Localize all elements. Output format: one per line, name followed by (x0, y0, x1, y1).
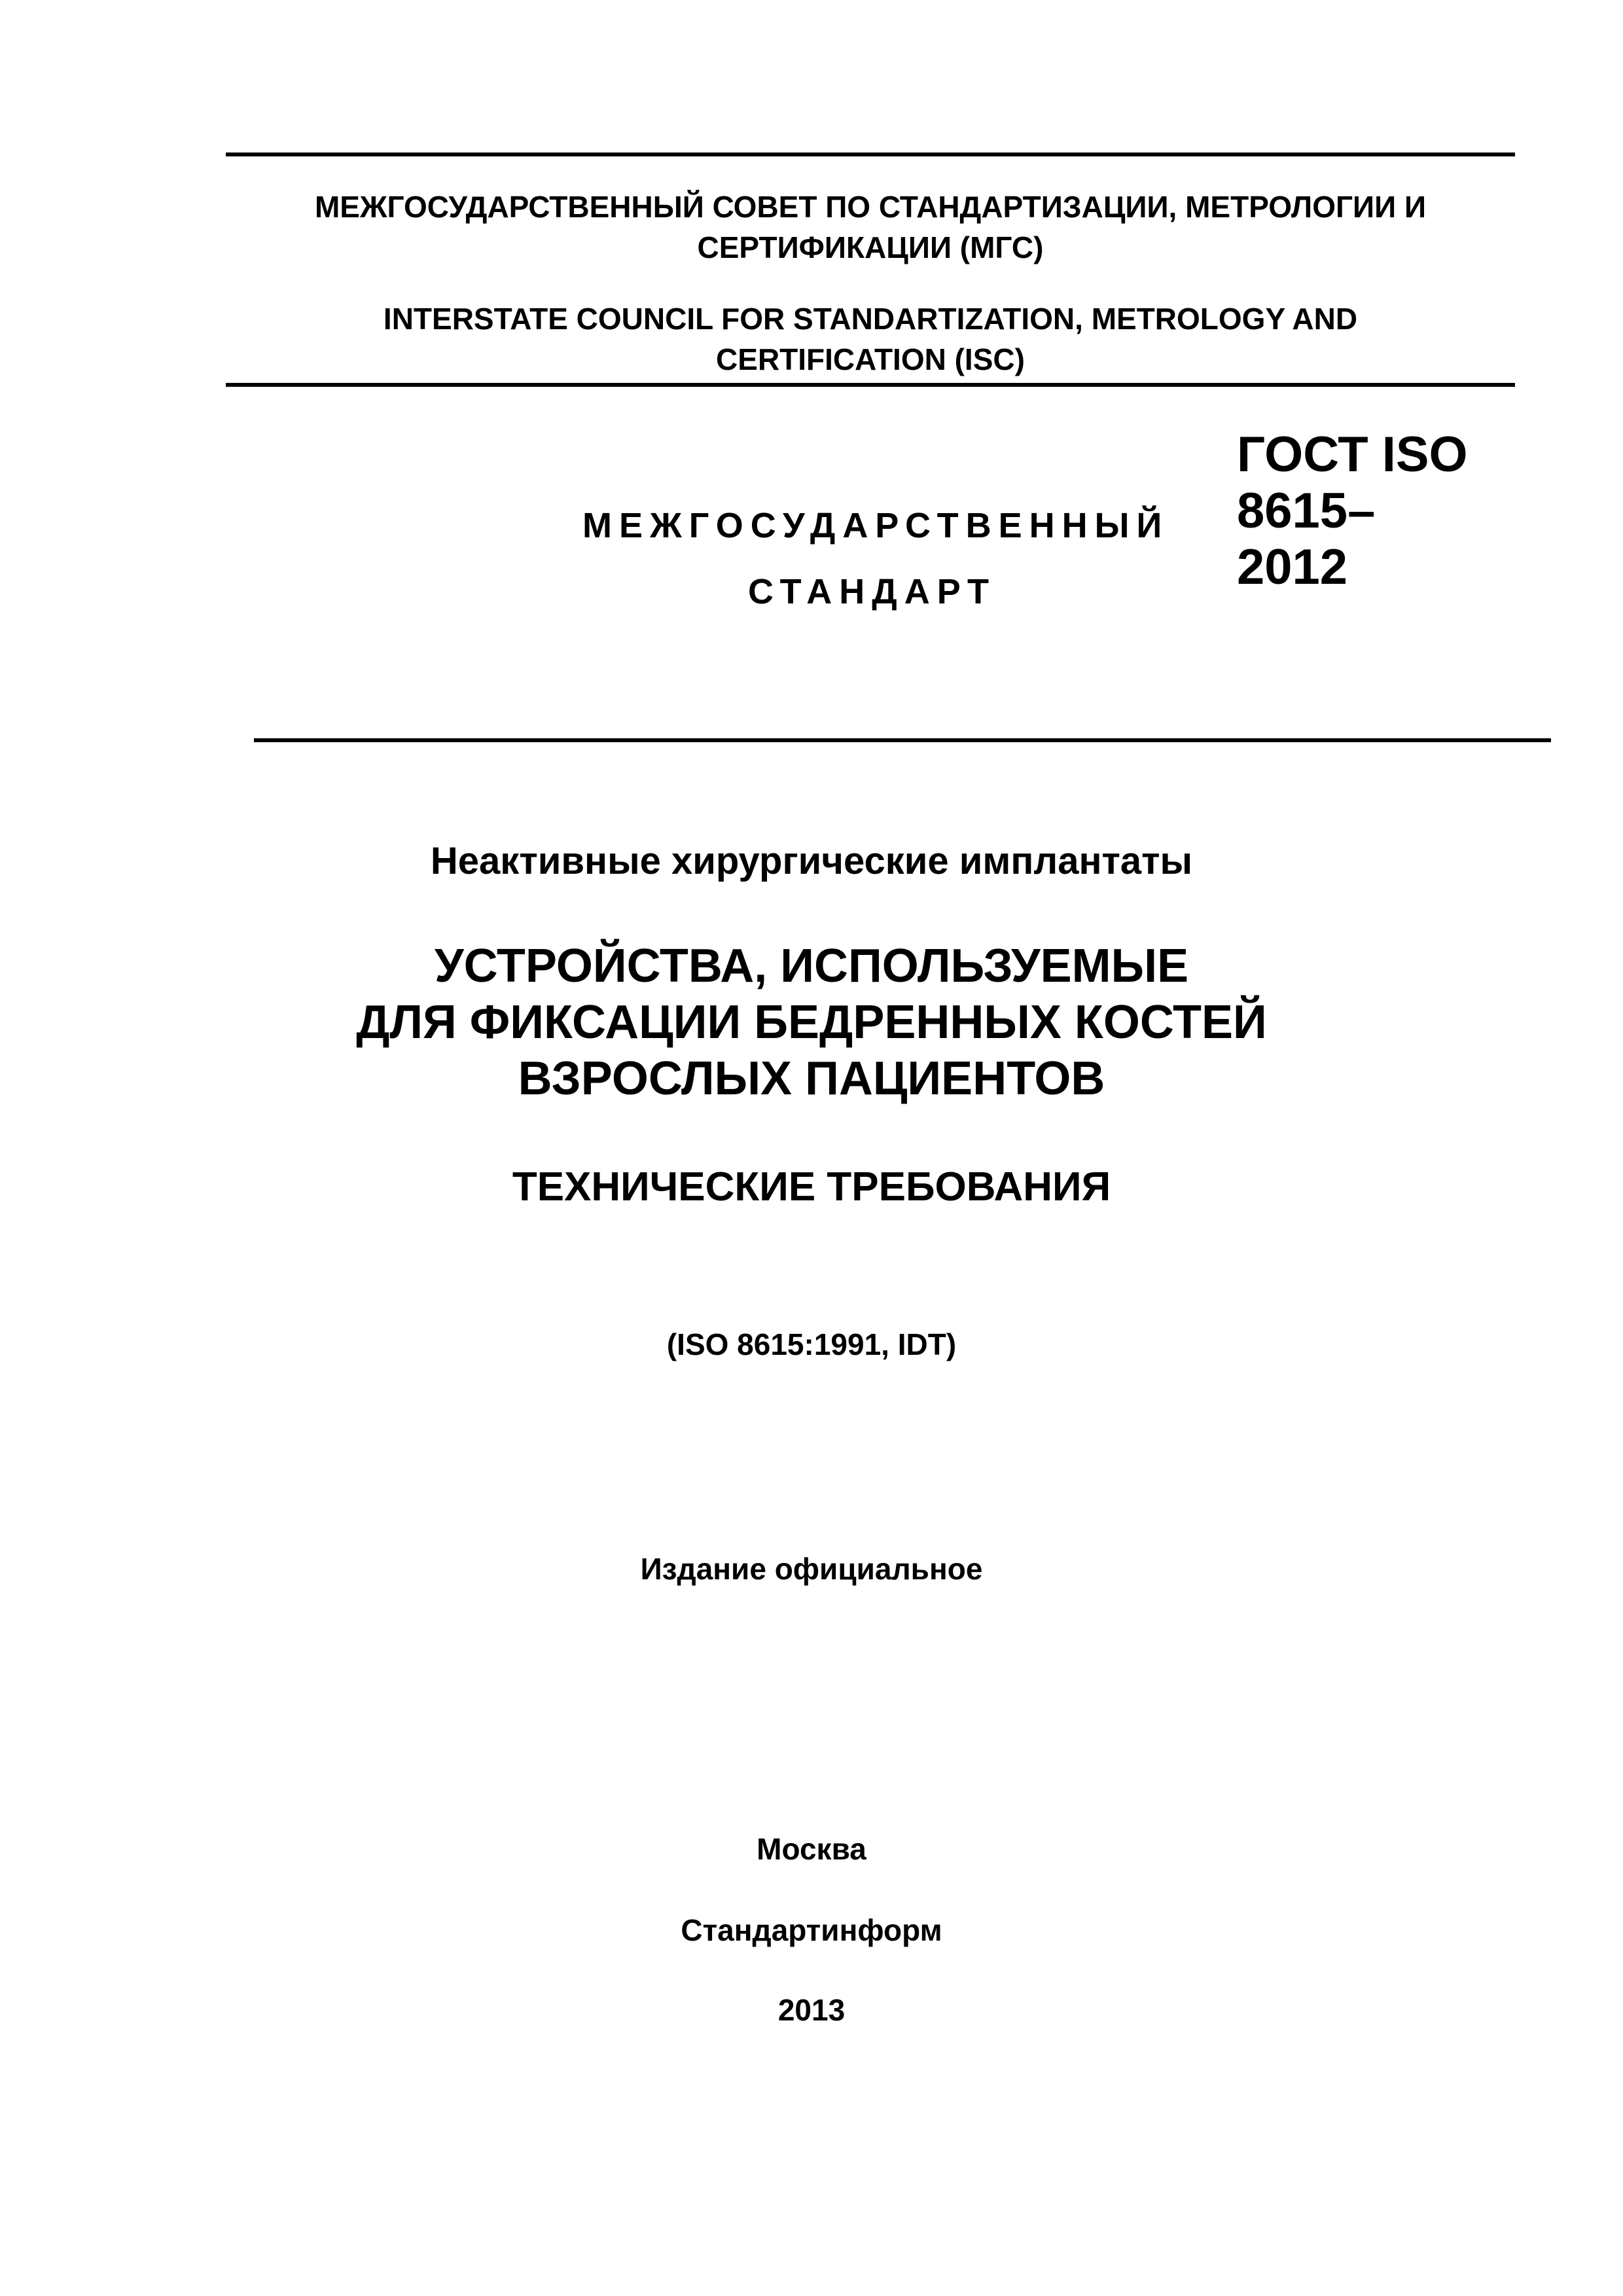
document-title-line2: ДЛЯ ФИКСАЦИИ БЕДРЕННЫХ КОСТЕЙ (356, 996, 1267, 1049)
imprint-year: 2013 (777, 1993, 846, 2027)
imprint-publisher: Стандартинформ (681, 1913, 942, 1947)
edition-label: Издание официальное (640, 1552, 983, 1586)
gost-number-line3: 2012 (1237, 539, 1348, 595)
gost-number-line1: ГОСТ ISO (1237, 427, 1468, 482)
council-ru-line2: СЕРТИФИКАЦИИ (МГС) (697, 230, 1044, 264)
council-en-line1: INTERSTATE COUNCIL FOR STANDARTIZATION, METROLOGY AND (383, 302, 1358, 336)
iso-reference: (ISO 8615:1991, IDT) (666, 1327, 957, 1361)
header-bottom-rule (226, 383, 1515, 387)
standard-label-line1: МЕЖГОСУДАРСТВЕННЫЙ (582, 506, 1169, 545)
technical-requirements-heading: ТЕХНИЧЕСКИЕ ТРЕБОВАНИЯ (512, 1164, 1111, 1210)
document-title-line3: ВЗРОСЛЫХ ПАЦИЕНТОВ (518, 1052, 1105, 1105)
council-ru-line1: МЕЖГОСУДАРСТВЕННЫЙ СОВЕТ ПО СТАНДАРТИЗАЦИИ, МЕТРОЛОГИИ И (314, 190, 1427, 224)
council-en-line2: CERTIFICATION (ISC) (716, 342, 1025, 376)
document-subtitle: Неактивные хирургические имплантаты (430, 840, 1193, 882)
title-rule (254, 738, 1551, 742)
top-rule (226, 152, 1515, 156)
document-title-line1: УСТРОЙСТВА, ИСПОЛЬЗУЕМЫЕ (434, 940, 1189, 992)
standard-label-line2: СТАНДАРТ (748, 572, 996, 611)
gost-number-line2: 8615– (1237, 483, 1376, 539)
imprint-city: Москва (757, 1832, 866, 1866)
